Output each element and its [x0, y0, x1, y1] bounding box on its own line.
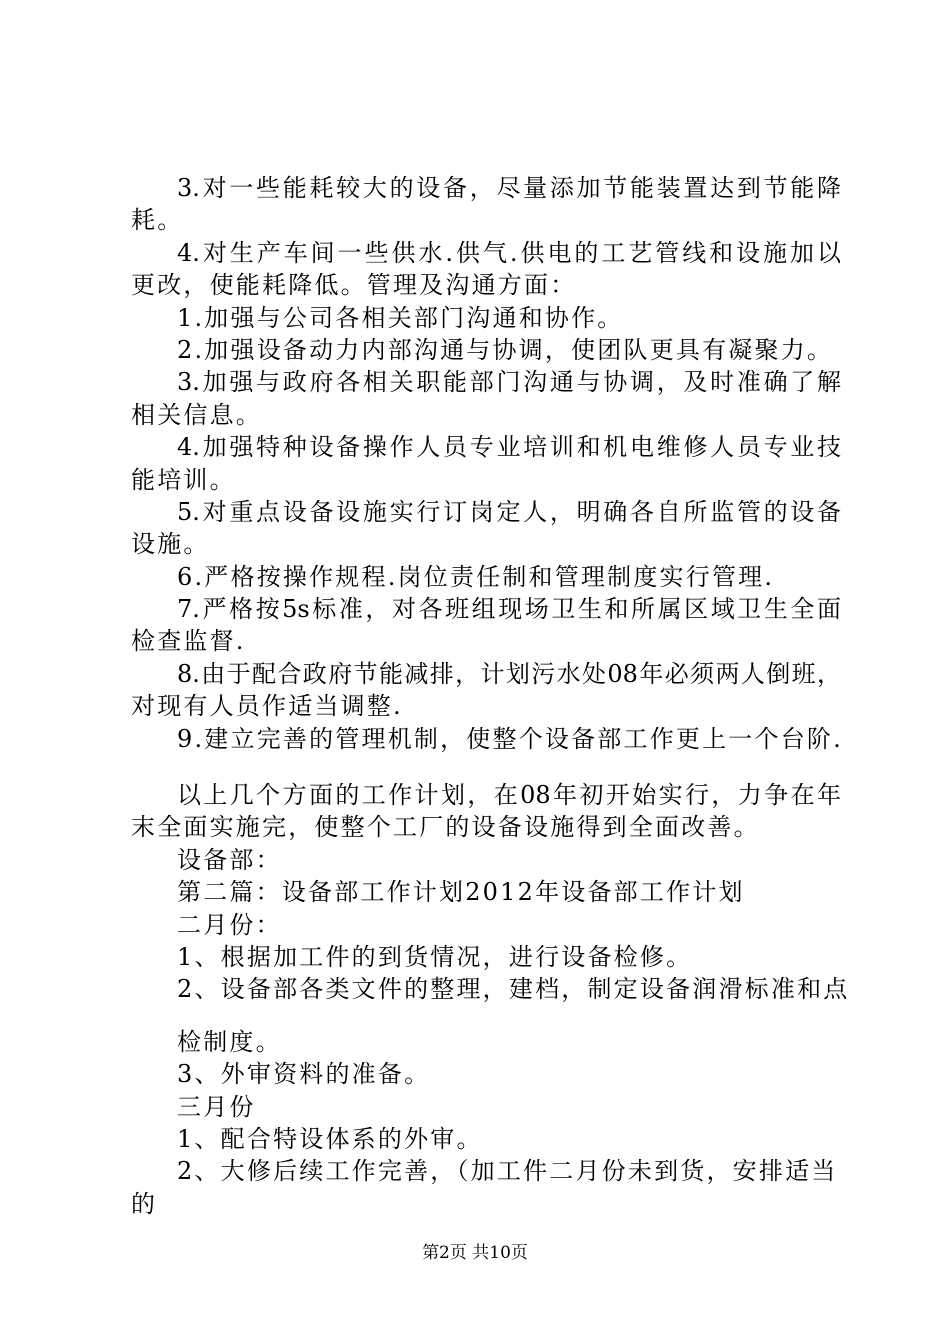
text-line: 1.加强与公司各相关部门沟通和协作。 [177, 303, 624, 332]
text-line: 3、外审资料的准备。 [177, 1060, 431, 1089]
text-line: 9.建立完善的管理机制，使整个设备部工作更上一个台阶. [177, 724, 843, 753]
text-line: 检制度。 [177, 1027, 282, 1056]
text-line: 6.严格按操作规程.岗位责任制和管理制度实行管理. [177, 562, 775, 591]
document-body [131, 172, 850, 1220]
page-number-footer: 第2页 共10页 [422, 1243, 528, 1263]
text-line: 第二篇：设备部工作计划2012年设备部工作计划 [177, 878, 745, 907]
text-line: 2、大修后续工作完善，（加工件二月份未到货，安排适当 [177, 1157, 838, 1186]
paragraph-gap [131, 1006, 841, 1026]
text-line: 二月份： [177, 910, 282, 939]
text-line: 3.加强与政府各相关职能部门沟通与协调，及时准确了解 [177, 368, 841, 397]
text-line: 设备部： [177, 845, 282, 874]
text-line: 2、设备部各类文件的整理，建档，制定设备润滑标准和点 [177, 975, 850, 1004]
text-line: 7.严格按5s标准，对各班组现场卫生和所属区域卫生全面 [177, 595, 841, 624]
paragraph-gap [131, 755, 841, 779]
text-line: 三月份 [177, 1092, 256, 1121]
text-line: 8.由于配合政府节能减排，计划污水处08年必须两人倒班， [177, 659, 841, 688]
text-line: 的 [131, 1189, 158, 1218]
text-line: 1、配合特设体系的外审。 [177, 1124, 483, 1153]
text-line: 3.对一些能耗较大的设备，尽量添加节能装置达到节能降 [177, 174, 841, 202]
text-line: 4.对生产车间一些供水.供气.供电的工艺管线和设施加以 [177, 238, 841, 267]
text-line: 耗。 [131, 206, 184, 235]
text-line: 1、根据加工件的到货情况，进行设备检修。 [177, 942, 693, 971]
text-line: 更改，使能耗降低。管理及沟通方面： [131, 271, 577, 300]
text-line: 检查监督. [131, 627, 246, 656]
text-line: 设施。 [131, 530, 210, 559]
text-line: 5.对重点设备设施实行订岗定人，明确各自所监管的设备 [177, 497, 841, 526]
text-line: 对现有人员作适当调整. [131, 692, 403, 721]
text-line: 以上几个方面的工作计划，在08年初开始实行，力争在年 [177, 781, 841, 810]
text-line: 末全面实施完，使整个工厂的设备设施得到全面改善。 [131, 813, 760, 842]
text-line: 能培训。 [131, 465, 236, 494]
text-line: 相关信息。 [131, 400, 262, 429]
text-line: 2.加强设备动力内部沟通与协调，使团队更具有凝聚力。 [177, 335, 834, 364]
text-line: 4.加强特种设备操作人员专业培训和机电维修人员专业技 [177, 433, 841, 462]
